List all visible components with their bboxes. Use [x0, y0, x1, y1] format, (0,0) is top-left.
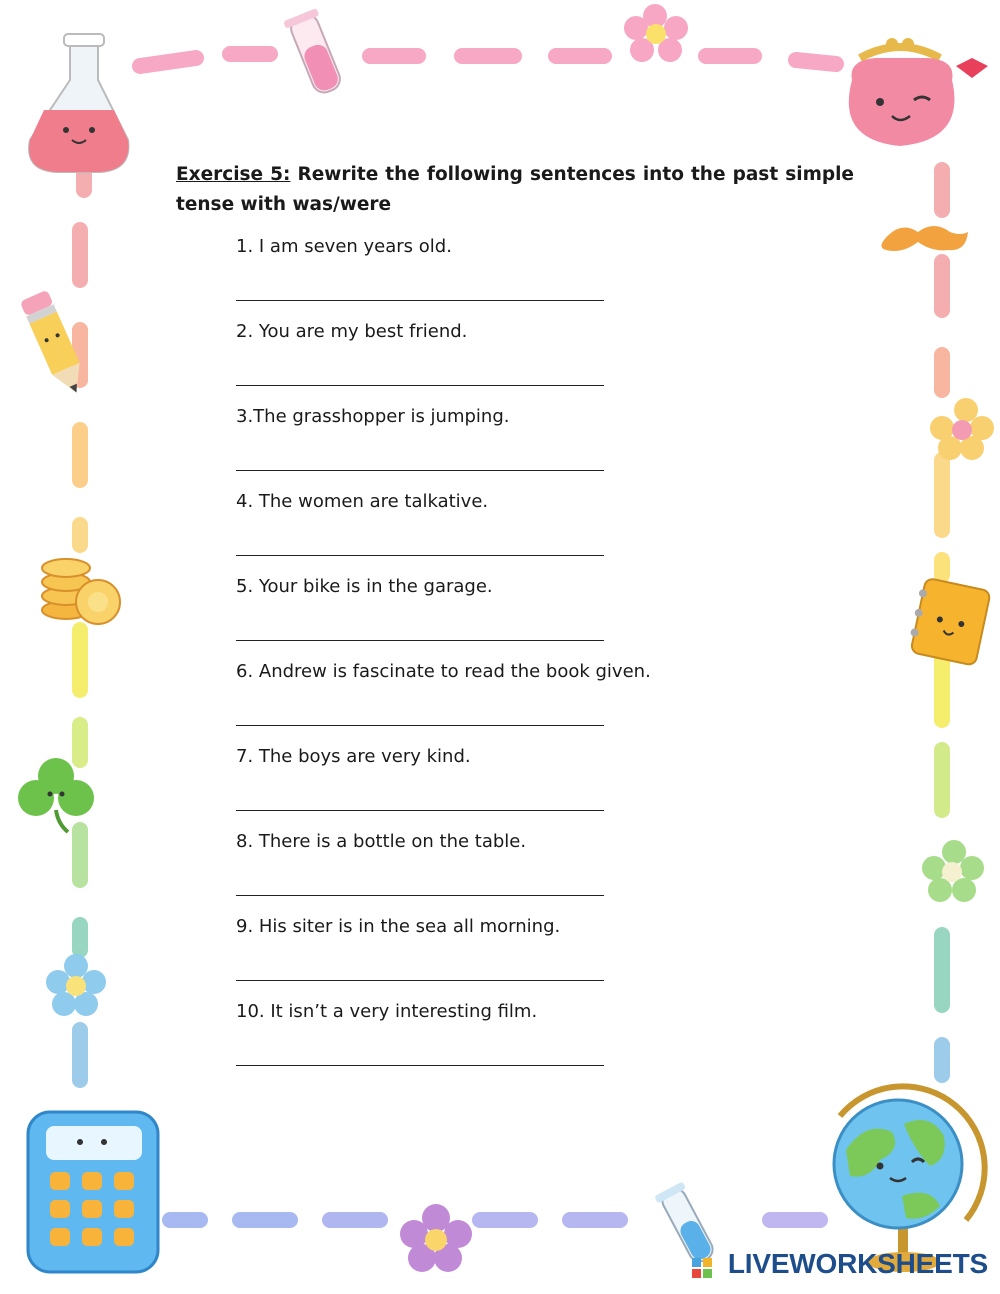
brand-logo[interactable] — [728, 1248, 988, 1280]
answer-line-4[interactable] — [236, 533, 604, 556]
flower-icon — [46, 954, 106, 1016]
answer-line-1[interactable] — [236, 278, 604, 301]
brand-text: LIVEWORKSHEETS — [727, 1248, 988, 1279]
sentence-2: 2. You are my best friend. — [236, 321, 468, 342]
frame-top-dashes — [140, 54, 836, 66]
exercise-heading — [176, 160, 854, 220]
sentence-5: 5. Your bike is in the garage. — [236, 576, 493, 597]
flower-icon — [930, 398, 994, 460]
answer-line-8[interactable] — [236, 873, 604, 896]
answer-line-2[interactable] — [236, 363, 604, 386]
sentence-9: 9. His siter is in the sea all morning. — [236, 916, 561, 937]
sentence-1: 1. I am seven years old. — [236, 236, 452, 257]
answer-line-10[interactable] — [236, 1043, 604, 1066]
answer-line-6[interactable] — [236, 703, 604, 726]
exercise-label: Exercise 5: — [176, 164, 291, 185]
answer-line-5[interactable] — [236, 618, 604, 641]
test-tube-icon — [283, 8, 347, 98]
answer-line-3[interactable] — [236, 448, 604, 471]
sentence-6: 6. Andrew is fascinate to read the book given. — [236, 661, 651, 682]
sentence-10: 10. It isn’t a very interesting film. — [236, 1001, 538, 1022]
exercise-instruction: Rewrite the following sentences into the past simple tense with was/were — [176, 164, 854, 215]
flower-icon — [400, 1204, 472, 1272]
sentence-3: 3.The grasshopper is jumping. — [236, 406, 510, 427]
answer-line-7[interactable] — [236, 788, 604, 811]
coins-icon — [42, 559, 120, 624]
notebook-icon — [907, 577, 991, 666]
sentence-7: 7. The boys are very kind. — [236, 746, 471, 767]
sentence-4: 4. The women are talkative. — [236, 491, 489, 512]
sentence-8: 8. There is a bottle on the table. — [236, 831, 527, 852]
test-tube-icon — [654, 1181, 720, 1267]
flower-icon — [922, 840, 984, 902]
calculator-icon — [28, 1112, 158, 1272]
mustache-icon — [881, 226, 968, 251]
clover-icon — [18, 758, 94, 832]
frame-left-dashes — [80, 170, 84, 1080]
globe-icon — [834, 1086, 985, 1272]
flask-icon — [29, 34, 128, 172]
answer-line-9[interactable] — [236, 958, 604, 981]
purse-icon — [849, 38, 988, 146]
flower-icon — [624, 4, 688, 62]
